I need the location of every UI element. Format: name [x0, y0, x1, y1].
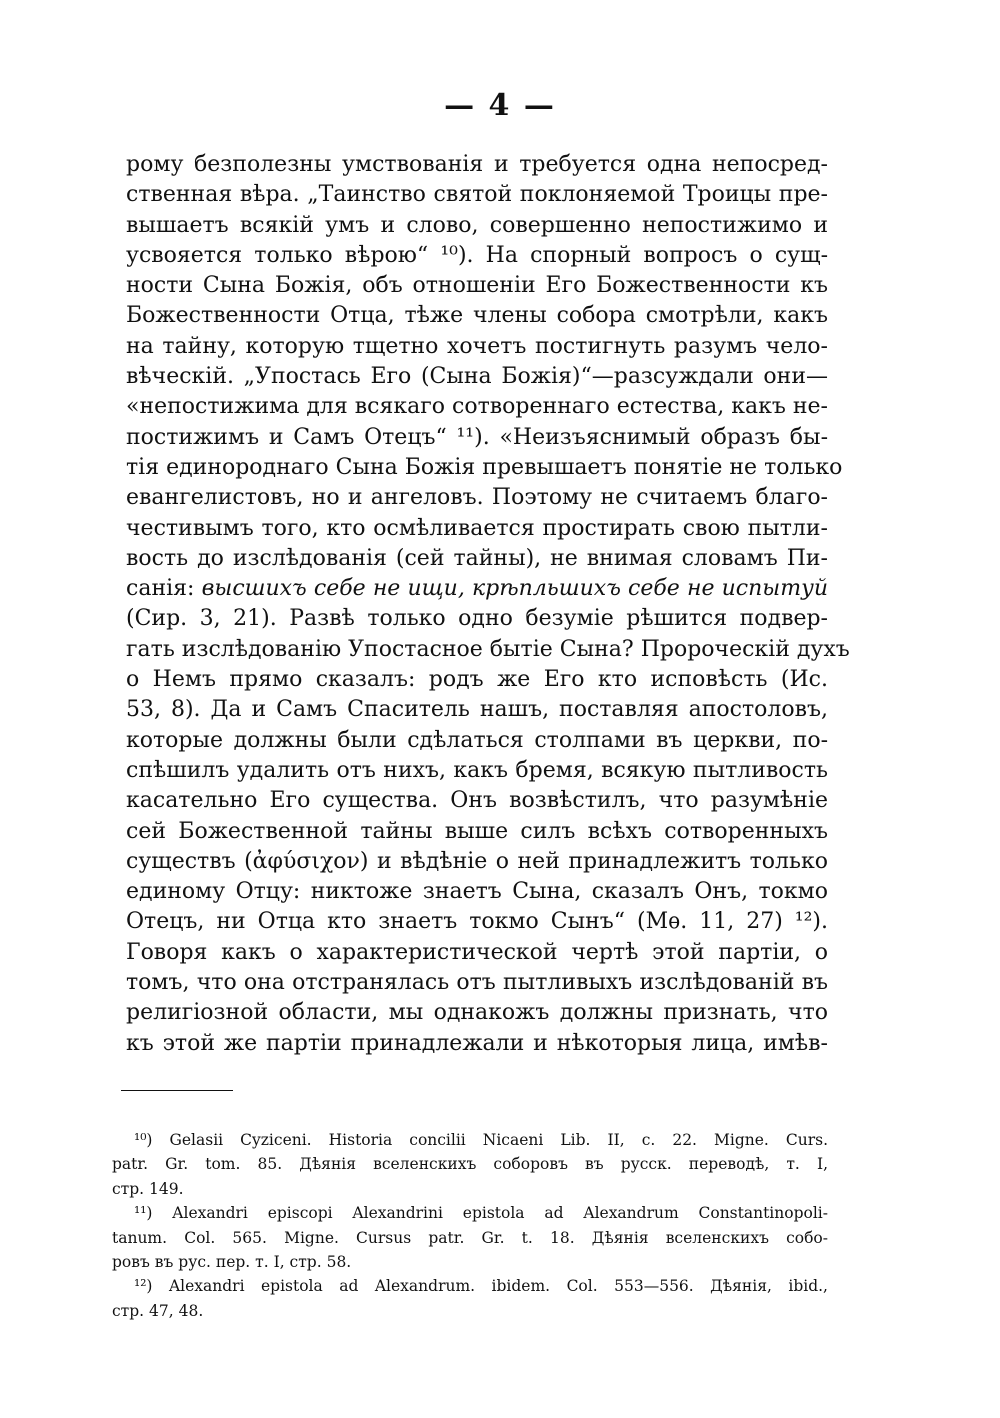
- text-line: единому Отцу: никтоже знаетъ Сына, сказалъ Онъ, токмо: [126, 879, 828, 905]
- text-line: Божественности Отца, тѣже члены собора смотрѣли, какъ: [126, 303, 828, 329]
- footnote-10-line: стр. 149.: [112, 1179, 184, 1198]
- text-line: вышаетъ всякій умъ и слово, совершенно непостижимо и: [126, 212, 828, 238]
- page-number: — 4 —: [444, 88, 556, 123]
- text-line: Говоря какъ о характеристической чертѣ этой партіи, о: [126, 939, 828, 965]
- text-line: честивымъ того, кто осмѣливается простирать свою пытли-: [126, 515, 828, 541]
- footnote-10-line: patr. Gr. tom. 85. Дѣянія вселенскихъ соборовъ въ русск. переводѣ, т. I,: [112, 1155, 828, 1174]
- text-line: Отецъ, ни Отца кто знаетъ токмо Сынъ“ (Мѳ. 11, 27) ¹²).: [126, 909, 828, 935]
- footnote-12-line: стр. 47, 48.: [112, 1301, 204, 1320]
- text-line: касательно Его существа. Онъ возвѣстилъ, что разумѣніе: [126, 788, 828, 814]
- text-line: о Немъ прямо сказалъ: родъ же Его кто исповѣсть (Ис.: [126, 667, 828, 693]
- text-line: къ этой же партіи принадлежали и нѣкоторыя лица, имѣв-: [126, 1030, 828, 1056]
- text-line: гать изслѣдованію Упостасное бытіе Сына? Пророческій духъ: [126, 636, 850, 662]
- text-line: рому безполезны умствованія и требуется одна непосред-: [126, 152, 828, 177]
- text-line: ности Сына Божія, объ отношеніи Его Божественности къ: [126, 273, 828, 299]
- text-line: вость до изслѣдованія (сей тайны), не внимая словамъ Пи-: [126, 545, 828, 571]
- text-line-prefix: санія:: [126, 576, 202, 602]
- footnote-11-line: ¹¹) Alexandri episcopi Alexandrini epistola ad Alexandrum Constantinopoli-: [134, 1204, 828, 1223]
- text-line: евангелистовъ, но и ангеловъ. Поэтому не считаемъ благо-: [126, 485, 828, 511]
- text-line: 53, 8). Да и Самъ Спаситель нашъ, поставляя апостоловъ,: [126, 697, 828, 723]
- footnote-11-line: tanum. Col. 565. Migne. Cursus patr. Gr. t. 18. Дѣянія вселенскихъ собо-: [112, 1228, 828, 1247]
- text-line: на тайну, которую тщетно хочетъ постигнуть разумъ чело-: [126, 333, 828, 359]
- text-line: существъ (ἀφύσιχον) и вѣдѣніе о ней принадлежитъ только: [126, 848, 828, 874]
- main-text: [126, 150, 850, 1059]
- text-line: вѣческій. „Упостась Его (Сына Божія)“—разсуждали они—: [126, 364, 828, 390]
- footnote-11-line: ровъ въ рус. пер. т. I, стр. 58.: [112, 1252, 352, 1271]
- scripture-quote: высшихъ себе не ищи, крѣпльшихъ себе не испытуй: [201, 576, 829, 602]
- text-line: спѣшилъ удалить отъ нихъ, какъ бремя, всякую пытливость: [126, 757, 828, 783]
- footnotes: [112, 1128, 828, 1323]
- text-line: «непостижима для всякаго сотвореннаго естества, какъ не-: [126, 394, 828, 420]
- text-line: которые должны были сдѣлаться столпами въ церкви, по-: [126, 727, 828, 753]
- text-line: сей Божественной тайны выше силъ всѣхъ сотворенныхъ: [126, 818, 828, 844]
- footnote-divider: [121, 1090, 233, 1091]
- text-line: постижимъ и Самъ Отецъ“ ¹¹). «Неизъяснимый образъ бы-: [126, 424, 828, 450]
- text-line-with-quote: [126, 574, 828, 604]
- footnote-10-line: ¹⁰) Gelasii Cyziceni. Historia concilii Nicaeni Lib. II, c. 22. Migne. Curs.: [134, 1131, 828, 1149]
- text-line: тія единороднаго Сына Божія превышаетъ понятіе не только: [126, 454, 843, 480]
- text-line: (Сир. 3, 21). Развѣ только одно безуміе рѣшится подвер-: [126, 606, 828, 632]
- text-line: религіозной области, мы однакожъ должны признать, что: [126, 1000, 828, 1026]
- footnote-12-line: ¹²) Alexandri epistola ad Alexandrum. ibidem. Col. 553—556. Дѣянія, ibid.,: [134, 1277, 828, 1296]
- text-line: ственная вѣра. „Таинство святой поклоняемой Троицы пре-: [126, 182, 828, 208]
- text-line: томъ, что она отстранялась отъ пытливыхъ изслѣдованій въ: [126, 970, 828, 996]
- text-line: усвояется только вѣрою“ ¹⁰). На спорный вопросъ о сущ-: [126, 242, 828, 268]
